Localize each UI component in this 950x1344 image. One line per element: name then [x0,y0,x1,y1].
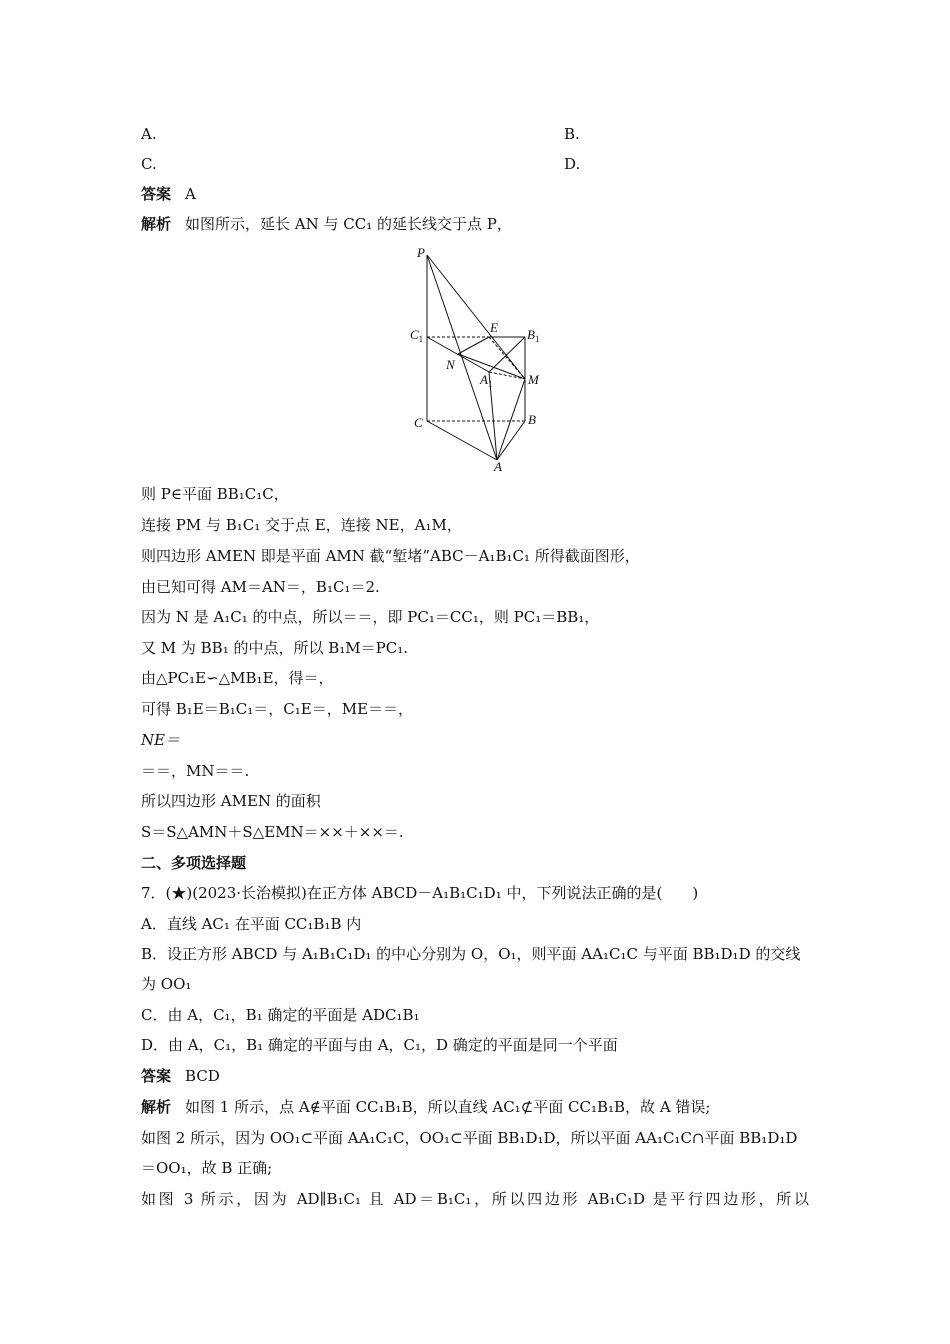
analysis-2-first [141,1097,821,1117]
analysis-1-intro [141,214,821,234]
answer-label: 答案 [141,1067,172,1085]
option-b: B. [564,125,580,143]
question-7-option-b-cont: 为 OO₁ [141,975,192,993]
analysis-1-line: 又 M 为 BB₁ 的中点，所以 B₁M＝PC₁. [141,639,409,657]
analysis-2-line: 如图 2 所示，因为 OO₁⊂平面 AA₁C₁C，OO₁⊂平面 BB₁D₁D，所以平面 AA₁C₁C∩平面 BB₁D₁D [141,1129,798,1147]
analysis-label: 解析 [141,215,172,233]
label-p: P [417,245,425,260]
analysis-1-line: 连接 PM 与 B₁C₁ 交于点 E，连接 NE，A₁M， [141,516,462,534]
question-7-option-a: A．直线 AC₁ 在平面 CC₁B₁B 内 [141,915,362,933]
analysis-1-line: 所以四边形 AMEN 的面积 [141,792,321,810]
analysis-1-line: 则四边形 AMEN 即是平面 AMN 截“堑堵”ABC－A₁B₁C₁ 所得截面图形， [141,547,640,565]
analysis-1-line: 由已知可得 AM＝AN＝，B₁C₁＝2. [141,578,380,596]
answer-1 [141,184,821,204]
section-title: 二、多项选择题 [141,854,247,872]
question-7-stem: 7．(★)(2023·长治模拟)在正方体 ABCD－A₁B₁C₁D₁ 中，下列说法正确的是( ) [141,884,699,902]
answer-label: 答案 [141,185,172,203]
edge-ne [458,337,489,354]
option-d: D. [564,155,581,173]
label-m: M [528,372,539,387]
edge-ca [427,421,497,460]
label-a1: $A_1$ [480,372,493,389]
edge-a1b1 [489,337,525,372]
answer-value: BCD [185,1067,220,1085]
label-n: N [446,357,455,372]
analysis-label: 解析 [141,1098,172,1116]
label-b: B [528,412,536,427]
answer-2 [141,1066,821,1086]
analysis-1-line: 由△PC₁E∽△MB₁E，得＝， [141,669,334,687]
answer-value: A [185,185,196,203]
analysis-1-line: 则 P∈平面 BB₁C₁C， [141,485,289,503]
analysis-1-line: 可得 B₁E＝B₁C₁＝，C₁E＝，ME＝＝， [141,700,414,718]
analysis-2-line: ＝OO₁，故 B 正确; [141,1159,273,1177]
question-7-option-b: B．设正方形 ABCD 与 A₁B₁C₁D₁ 的中心分别为 O，O₁，则平面 AA₁C₁C 与平面 BB₁D₁D 的交线 [141,945,801,963]
question-7-option-c: C．由 A，C₁，B₁ 确定的平面是 ADC₁B₁ [141,1006,420,1024]
label-c: C [414,415,423,430]
option-a: A. [141,125,157,143]
analysis-1-line: ＝＝，MN＝＝. [141,762,250,780]
analysis-2-first-text: 如图 1 所示，点 A∉平面 CC₁B₁B，所以直线 AC₁⊄平面 CC₁B₁B，故 A 错误; [185,1098,711,1116]
analysis-intro-text: 如图所示，延长 AN 与 CC₁ 的延长线交于点 P， [185,215,512,233]
prism-figure [405,245,555,475]
analysis-1-line: S＝S△AMN＋S△EMN＝××＋××＝. [141,823,404,841]
label-c1: $C_1$ [410,327,424,344]
edge-ma [497,379,525,460]
analysis-2-line: 如图 3 所示，因为 AD∥B₁C₁ 且 AD＝B₁C₁，所以四边形 AB₁C₁D 是平行四边形，所以 [141,1190,809,1208]
option-row-cd [141,154,821,174]
analysis-1-line: NE＝ [141,731,181,749]
option-c: C. [141,155,157,173]
label-a: A [494,459,502,474]
edge-ab [497,421,525,460]
edge-pa [427,255,497,460]
analysis-1-line: 因为 N 是 A₁C₁ 的中点，所以＝＝，即 PC₁＝CC₁，则 PC₁＝BB₁， [141,608,600,626]
question-7-option-d: D．由 A，C₁，B₁ 确定的平面与由 A，C₁，D 确定的平面是同一个平面 [141,1036,618,1054]
label-b1: $B_1$ [527,327,540,344]
option-row-ab [141,124,821,144]
label-e: E [490,320,498,335]
